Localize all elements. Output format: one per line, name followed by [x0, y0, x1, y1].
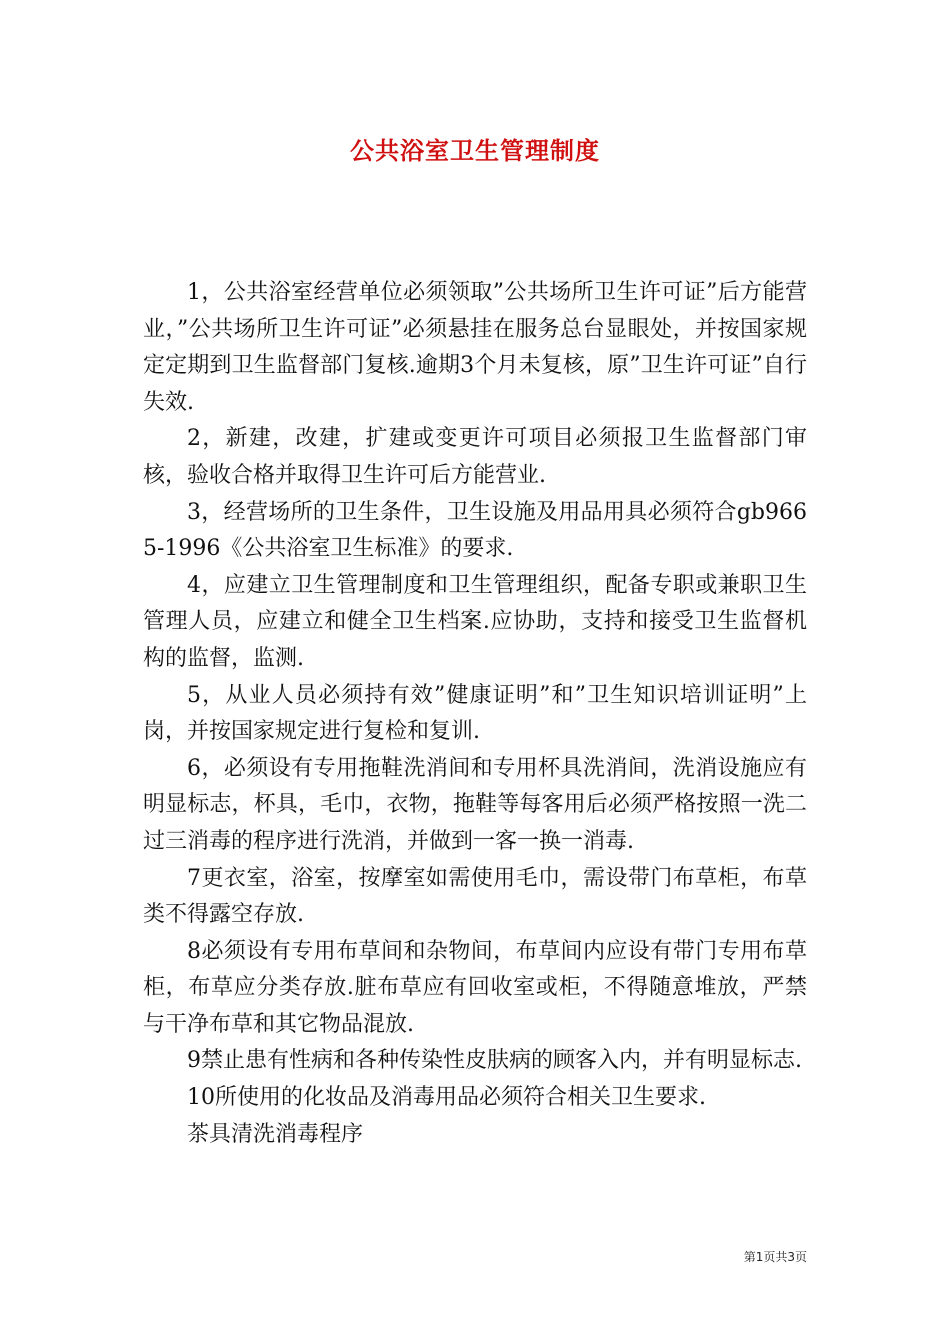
paragraph-1: 1，公共浴室经营单位必须领取”公共场所卫生许可证”后方能营业，”公共场所卫生许可证”必须悬挂在服务总台显眼处，并按国家规定定期到卫生监督部门复核.逾期3个月未复核，原”卫生许可证”自行失效.	[143, 280, 807, 415]
document-title: 公共浴室卫生管理制度	[350, 136, 600, 165]
paragraph-9: 9禁止患有性病和各种传染性皮肤病的顾客入内，并有明显标志.	[187, 1048, 802, 1074]
section-heading-tea-set: 茶具清洗消毒程序	[187, 1121, 364, 1147]
paragraph-5: 5，从业人员必须持有效”健康证明”和”卫生知识培训证明”上岗，并按国家规定进行复检和复训.	[143, 682, 807, 745]
paragraph-3: 3，经营场所的卫生条件，卫生设施及用品用具必须符合gb9665-1996《公共浴室卫生标准》的要求.	[143, 499, 807, 562]
paragraph-10: 10所使用的化妆品及消毒用品必须符合相关卫生要求.	[187, 1085, 706, 1111]
page-number: 第1页共3页	[743, 1250, 807, 1264]
document-body	[143, 275, 807, 1153]
paragraph-2: 2，新建，改建，扩建或变更许可项目必须报卫生监督部门审核，验收合格并取得卫生许可后方能营业.	[143, 426, 807, 488]
paragraph-6: 6，必须设有专用拖鞋洗消间和专用杯具洗消间，洗消设施应有明显标志，杯具，毛巾，衣物，拖鞋等每客用后必须严格按照一洗二过三消毒的程序进行洗消，并做到一客一换一消毒.	[143, 755, 807, 854]
paragraph-4: 4，应建立卫生管理制度和卫生管理组织，配备专职或兼职卫生管理人员，应建立和健全卫生档案.应协助，支持和接受卫生监督机构的监督，监测.	[143, 572, 807, 671]
paragraph-8: 8必须设有专用布草间和杂物间，布草间内应设有带门专用布草柜，布草应分类存放.脏布草应有回收室或柜，不得随意堆放，严禁与干净布草和其它物品混放.	[143, 938, 807, 1037]
paragraph-7: 7更衣室，浴室，按摩室如需使用毛巾，需设带门布草柜，布草类不得露空存放.	[143, 865, 807, 928]
